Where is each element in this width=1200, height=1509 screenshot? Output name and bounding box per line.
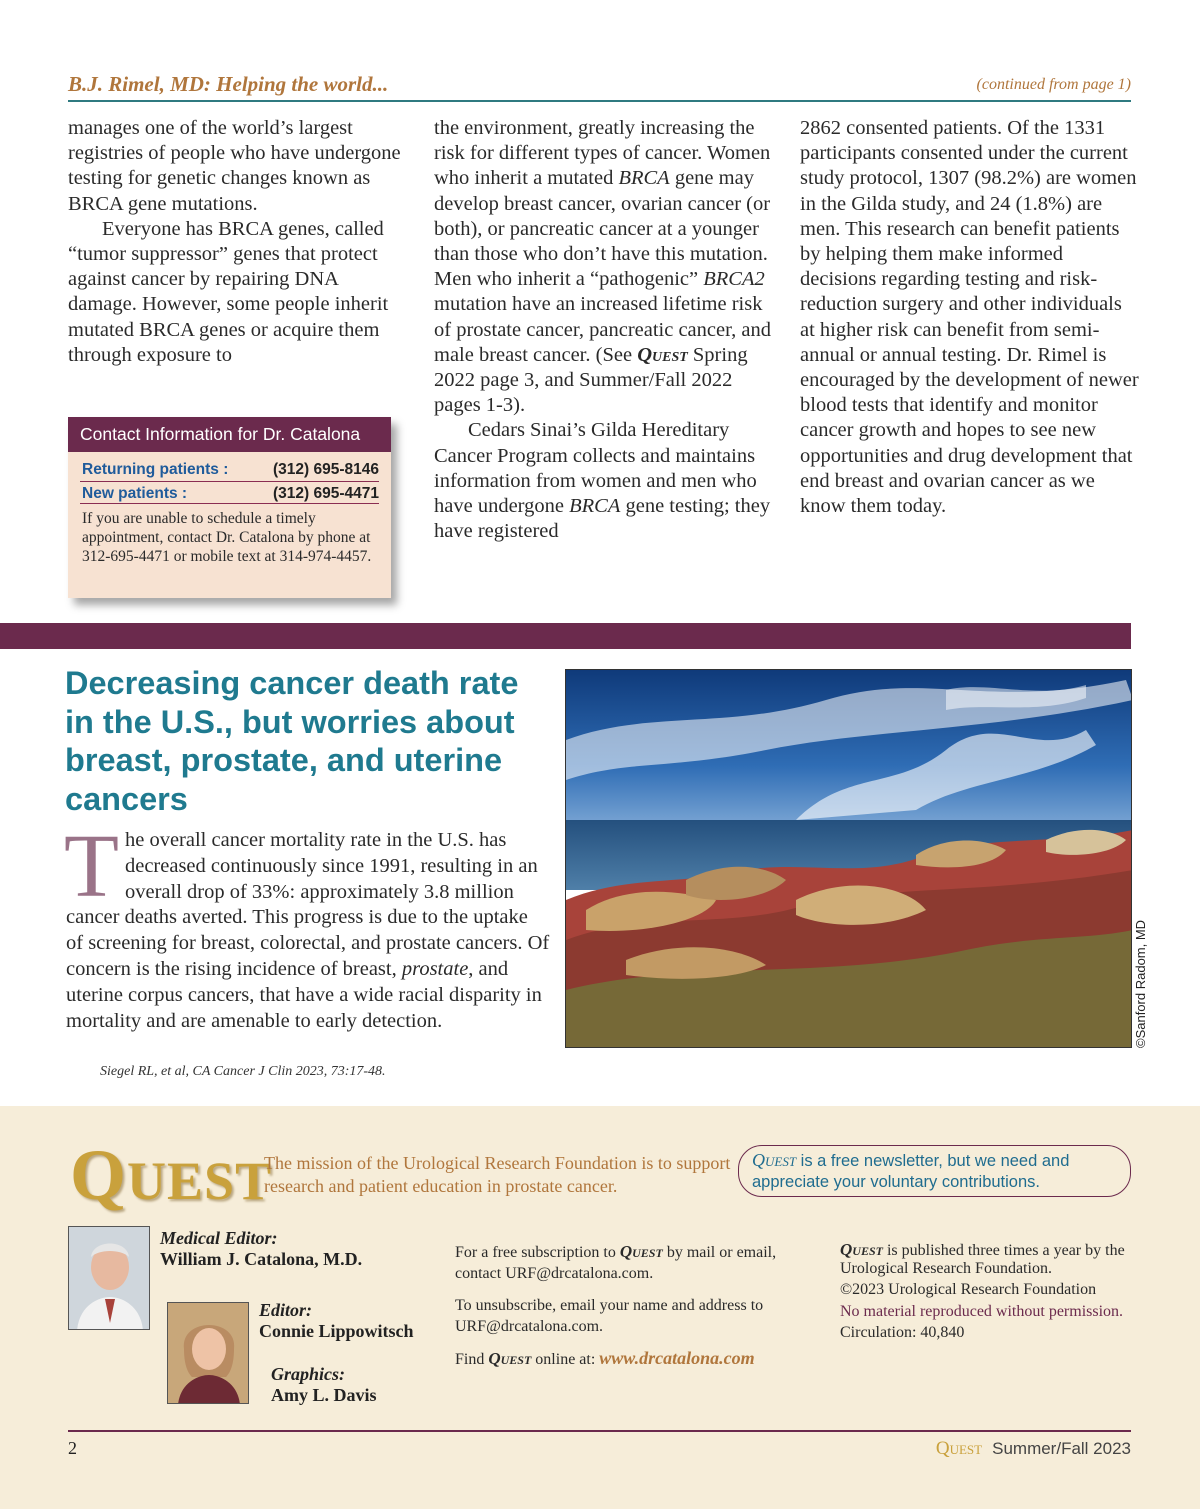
paragraph: manages one of the world’s largest registries of people who have undergone testing for genetic changes known as BRCA gene mutations. — [68, 117, 401, 215]
graphics-name: Amy L. Davis — [271, 1385, 377, 1405]
medical-editor-photo — [68, 1226, 150, 1330]
circulation: Circulation: 40,840 — [840, 1324, 965, 1341]
no-reproduction-note: No material reproduced without permission. — [840, 1302, 1124, 1320]
editor-photo — [167, 1302, 249, 1404]
paragraph: the environment, greatly increasing the risk for different types of cancer. Women who inherit a mutated BRCA gene may develop breast cancer, ovarian cancer (or both), or pancreatic cancer at a younger than those who don’t have this mutation. Men who inherit a “pathogenic” BRCA2 mutation have an increased lifetime risk of prostate cancer, pancreatic cancer, and male breast cancer. (See Quest Spring 2022 page 3, and Summer/Fall 2022 pages 1-3). — [434, 117, 771, 417]
unsubscribe-text: To unsubscribe, email your name and address to URF@drcatalona.com. — [455, 1297, 764, 1335]
new-patients-row — [80, 481, 379, 504]
subscription-info — [455, 1241, 815, 1381]
article-title: Decreasing cancer death rate in the U.S., but worries about breast, prostate, and uterine cancers — [65, 665, 519, 817]
photo-credit: ©Sanford Radom, MD — [1133, 919, 1148, 1048]
medical-editor-name: William J. Catalona, M.D. — [160, 1249, 363, 1269]
article-citation: Siegel RL, et al, CA Cancer J Clin 2023, 73:17-48. — [100, 1064, 386, 1079]
running-header — [68, 70, 1131, 102]
publication-frequency: Quest is published three times a year by the Urological Research Foundation. — [840, 1240, 1125, 1277]
contact-heading: Contact Information for Dr. Catalona — [68, 417, 391, 452]
returning-patients-label: Returning patients : — [82, 461, 229, 478]
quest-wordmark-small: Quest — [935, 1438, 983, 1459]
continued-note: (continued from page 1) — [976, 76, 1131, 93]
graphics-role: Graphics: — [271, 1364, 346, 1384]
graphics-credit — [271, 1364, 377, 1406]
mission-statement: The mission of the Urological Research Foundation is to support research and patient education in prostate cancer. — [264, 1153, 731, 1196]
website-text: Find Quest online at: www.drcatalona.com — [455, 1348, 755, 1368]
article-column-3 — [800, 116, 1140, 519]
medical-editor-role: Medical Editor: — [160, 1228, 278, 1248]
contact-info-box — [68, 417, 391, 598]
medical-editor-credit — [160, 1228, 362, 1270]
article-column-2 — [434, 116, 774, 544]
quest-wordmark-inline: Quest — [637, 343, 688, 366]
subscribe-text: For a free subscription to Quest by mail or email, contact URF@drcatalona.com. — [455, 1242, 777, 1282]
new-patients-label: New patients : — [82, 485, 188, 502]
editor-role: Editor: — [259, 1300, 313, 1320]
publication-info — [840, 1241, 1140, 1346]
running-title: B.J. Rimel, MD: Helping the world... — [68, 72, 389, 96]
contact-note: If you are unable to schedule a timely appointment, contact Dr. Catalona by phone at 312-695-4471 or mobile text at 314-974-4457. — [82, 510, 372, 565]
website-link[interactable]: www.drcatalona.com — [599, 1348, 755, 1368]
paragraph: Everyone has BRCA genes, called “tumor suppressor” genes that protect against cancer by repairing DNA damage. However, some people inherit mutated BRCA genes or acquire them through exposure to — [68, 217, 389, 366]
quest-logo: QUEST — [70, 1135, 273, 1215]
returning-patients-phone: (312) 695-8146 — [273, 461, 379, 478]
donation-note: Quest is a free newsletter, but we need and appreciate your voluntary contributions. — [738, 1145, 1131, 1197]
editor-credit — [259, 1300, 414, 1342]
paragraph: 2862 consented patients. Of the 1331 participants consented under the current study protocol, 1307 (98.2%) are women in the Gilda study, and 24 (1.8%) are men. This research can benefit patients by helping them make informed decisions regarding testing and risk-reduction surgery and other individuals at higher risk can benefit from semi-annual or annual testing. Dr. Rimel is encouraged by the development of newer blood tests that identify and monitor cancer growth and hopes to see new opportunities and drug development that end breast and ovarian cancer as we know them today. — [800, 117, 1139, 518]
returning-patients-row — [80, 458, 379, 481]
coastline-photo — [565, 669, 1132, 1048]
article-body: The overall cancer mortality rate in the U.S. has decreased continuously since 1991, resulting in an overall drop of 33%: approximately 3.8 million cancer deaths averted. This progress is due to the uptake of screening for breast, colorectal, and prostate cancers. Of concern is the rising incidence of breast, prostate, and uterine corpus cancers, that have a wide racial disparity in mortality and are amenable to early detection. — [64, 817, 550, 1032]
article-column-1 — [68, 116, 408, 368]
editor-name: Connie Lippowitsch — [259, 1321, 414, 1341]
issue-label: Quest Summer/Fall 2023 — [935, 1438, 1131, 1459]
new-patients-phone: (312) 695-4471 — [273, 485, 379, 502]
paragraph: Cedars Sinai’s Gilda Hereditary Cancer Program collects and maintains information from women and men who have undergone BRCA gene testing; they have registered — [434, 419, 771, 543]
footer-rule — [68, 1430, 1131, 1432]
section-divider — [0, 623, 1131, 649]
page-number: 2 — [68, 1438, 77, 1458]
drop-cap: T — [64, 817, 119, 916]
copyright: ©2023 Urological Research Foundation — [840, 1281, 1097, 1298]
